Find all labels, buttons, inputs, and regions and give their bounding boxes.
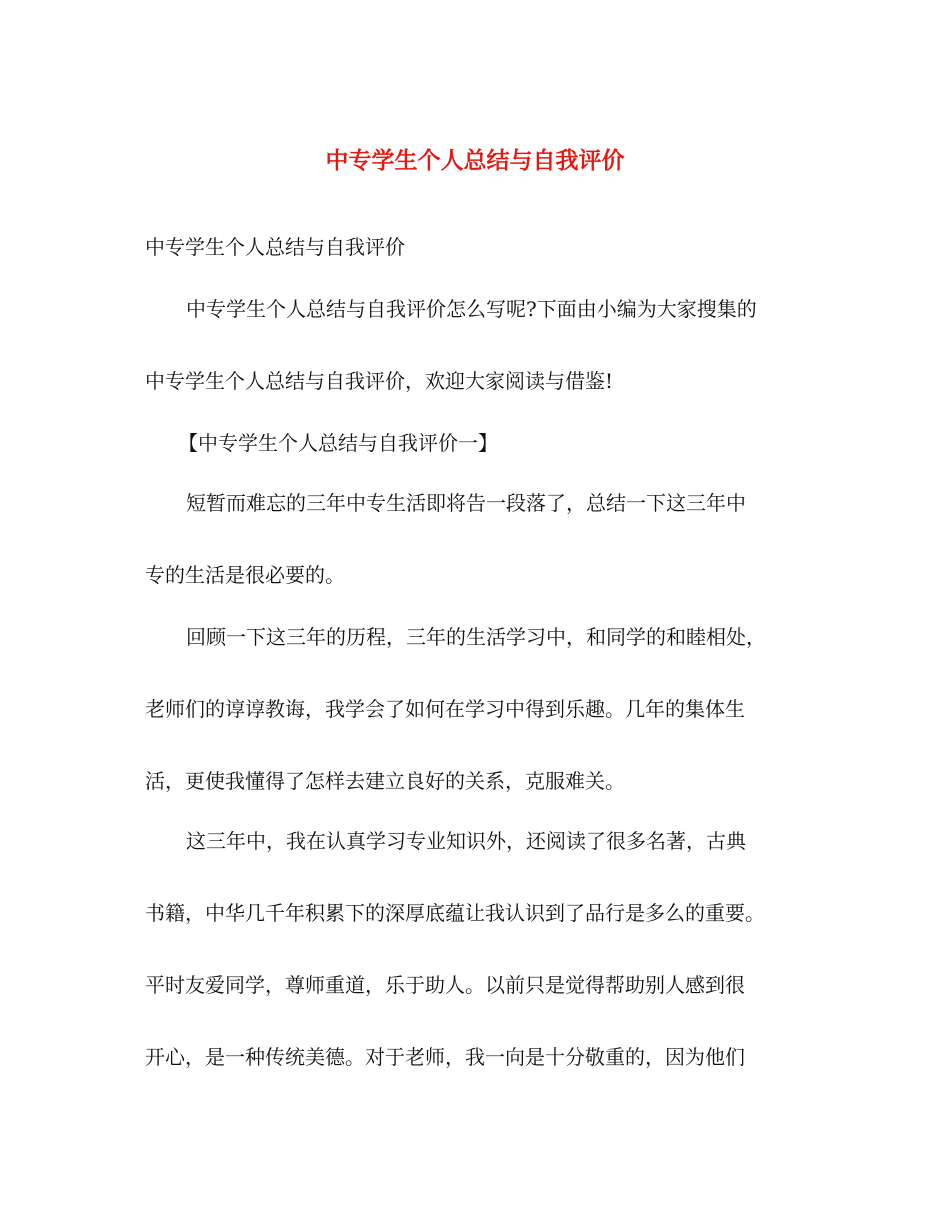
paragraph-line: 回顾一下这三年的历程，三年的生活学习中，和同学的和睦相处， [186, 625, 766, 649]
paragraph-line: 平时友爱同学，尊师重道，乐于助人。以前只是觉得帮助别人感到很 [145, 973, 745, 997]
paragraph-line: 这三年中，我在认真学习专业知识外，还阅读了很多名著，古典 [186, 829, 746, 853]
paragraph-line: 书籍，中华几千年积累下的深厚底蕴让我认识到了品行是多么的重要。 [145, 901, 765, 925]
section-heading: 【中专学生个人总结与自我评价一】 [178, 431, 498, 455]
paragraph-line: 开心，是一种传统美德。对于老师，我一向是十分敬重的，因为他们 [145, 1045, 745, 1069]
paragraph-line: 短暂而难忘的三年中专生活即将告一段落了，总结一下这三年中 [186, 491, 746, 515]
subtitle-line: 中专学生个人总结与自我评价 [145, 235, 405, 259]
paragraph-line: 专的生活是很必要的。 [145, 563, 345, 587]
paragraph-line: 活，更使我懂得了怎样去建立良好的关系，克服难关。 [145, 769, 625, 793]
document-title: 中专学生个人总结与自我评价 [325, 147, 625, 174]
paragraph-line: 中专学生个人总结与自我评价，欢迎大家阅读与借鉴! [145, 369, 614, 393]
paragraph-line: 老师们的谆谆教诲，我学会了如何在学习中得到乐趣。几年的集体生 [145, 697, 745, 721]
paragraph-line: 中专学生个人总结与自我评价怎么写呢?下面由小编为大家搜集的 [186, 297, 757, 321]
